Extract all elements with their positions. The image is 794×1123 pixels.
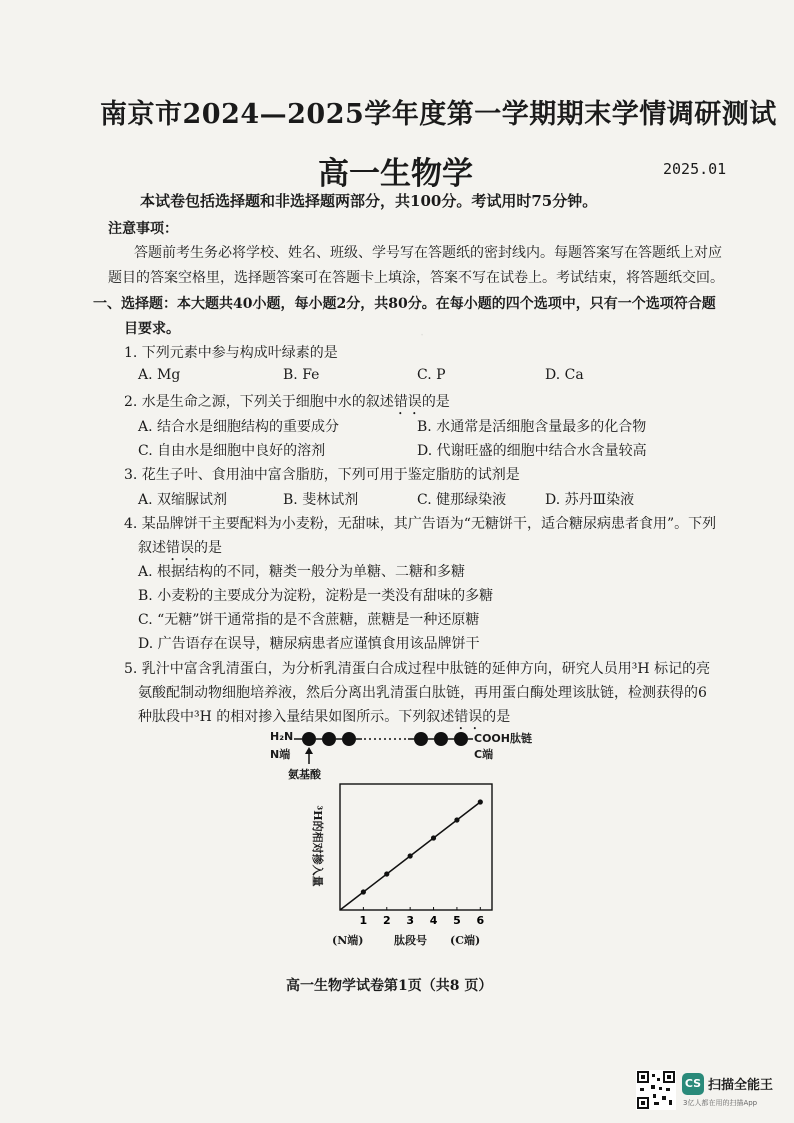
q2-option-b: B. 水通常是活细胞含量最多的化合物 [417, 419, 647, 435]
q1-option-c: C. P [417, 367, 446, 383]
q3-option-d: D. 苏丹Ⅲ染液 [545, 492, 635, 508]
amino-acid-label: 氨基酸 [288, 768, 321, 781]
q3-stem: 3. 花生子叶、食用油中富含脂肪，下列可用于鉴定脂肪的试剂是 [124, 467, 520, 483]
scanner-logo: CS [682, 1073, 704, 1095]
x-tick-label: 4 [429, 914, 438, 927]
x-tick-label: 1 [359, 914, 368, 927]
data-point [361, 889, 366, 894]
notice-text-1: 答题前考生务必将学校、姓名、班级、学号写在答题纸的密封线内。每题答案写在答题纸上对应 [134, 245, 722, 261]
q3-option-b: B. 斐林试剂 [283, 492, 359, 508]
q5-stem-2: 氨酸配制动物细胞培养液，然后分离出乳清蛋白肽链，再用蛋白酶处理该肽链，检测获得的6 [138, 685, 707, 701]
q4-stem2-post: 的是 [194, 540, 222, 556]
q1-stem: 1. 下列元素中参与构成叶绿素的是 [124, 345, 338, 361]
qr-code [636, 1070, 676, 1110]
exam-intro: 本试卷包括选择题和非选择题两部分，共100分。考试用时75分钟。 [140, 192, 598, 210]
chart-x-axis-label: 肽段号 [394, 934, 427, 947]
q2-option-a: A. 结合水是细胞结构的重要成分 [138, 419, 340, 435]
section-heading-1: 一、选择题：本大题共40小题，每小题2分，共80分。在每小题的四个选项中，只有一个选项符合题 [93, 296, 716, 312]
chart-y-axis-label: ³H的相对掺入量 [311, 805, 324, 887]
q2-option-c: C. 自由水是细胞中良好的溶剂 [138, 443, 326, 459]
q4-stem-1: 4. 某品牌饼干主要配料为小麦粉，无甜味，其广告语为“无糖饼干，适合糖尿病患者食用”。下列 [124, 516, 717, 532]
x-tick-label: 2 [382, 914, 391, 927]
data-point [478, 799, 483, 804]
q2-stem-pre: 2. 水是生命之源，下列关于细胞中水的叙述 [124, 394, 394, 410]
bleed-through: · [420, 328, 425, 343]
q4-stem-2 [138, 537, 222, 564]
q1-option-a: A. Mg [138, 367, 181, 383]
q4-option-c: C. “无糖”饼干通常指的是不含蔗糖，蔗糖是一种还原糖 [138, 612, 480, 628]
q5-stem-1: 5. 乳汁中富含乳清蛋白，为分析乳清蛋白合成过程中肽链的延伸方向，研究人员用³H 标记的亮 [124, 661, 711, 677]
amino-acid-bead [322, 732, 336, 746]
q4-option-a: A. 根据结构的不同，糖类一般分为单糖、二糖和多糖 [138, 564, 466, 580]
amino-acid-bead [414, 732, 428, 746]
chart-svg [312, 780, 502, 950]
q5-stem3-pre: 种肽段中³H 的相对掺入量结果如图所示。下列叙述 [138, 709, 455, 725]
notice-heading: 注意事项： [108, 221, 178, 237]
q3-option-c: C. 健那绿染液 [417, 492, 507, 508]
x-tick-label: 5 [453, 914, 461, 927]
q5-stem3-emphasis: 错误 [454, 709, 483, 725]
data-point [431, 835, 436, 840]
scanner-tagline: 3亿人都在用的扫描App [683, 1099, 758, 1107]
amino-acid-bead [342, 732, 356, 746]
q4-option-b: B. 小麦粉的主要成分为淀粉，淀粉是一类没有甜味的多糖 [138, 588, 494, 604]
notice-text-2: 题目的答案空格里，选择题答案可在答题卡上填涂，答案不写在试卷上。考试结束，将答题纸交回。 [108, 270, 724, 286]
q3-option-a: A. 双缩脲试剂 [138, 492, 228, 508]
data-point [454, 817, 459, 822]
c-end-label: C端 [474, 748, 494, 761]
n-group-label: H₂N [270, 730, 294, 743]
q4-stem2-emphasis: 错误 [166, 540, 194, 556]
x-tick-label: 6 [476, 914, 485, 927]
subject-title: 高一生物学 [318, 156, 473, 192]
chart-x-left-label: (N端) [332, 934, 364, 947]
amino-acid-arrowhead [305, 747, 313, 754]
amino-acid-bead [454, 732, 468, 746]
q5-stem-3 [138, 706, 510, 733]
chart-x-right-label: (C端) [450, 934, 481, 947]
incorporation-chart [312, 780, 502, 950]
q5-stem3-post: 的是 [482, 709, 511, 725]
data-point [384, 871, 389, 876]
page-footer: 高一生物学试卷第1页（共8 页） [286, 978, 493, 994]
q1-option-b: B. Fe [283, 367, 320, 383]
exam-title: 南京市2024—2025学年度第一学期期末学情调研测试 [100, 99, 777, 130]
amino-acid-bead [434, 732, 448, 746]
n-end-label: N端 [270, 748, 291, 761]
q4-option-d: D. 广告语存在误导，糖尿病患者应谨慎食用该品牌饼干 [138, 636, 480, 652]
q2-option-d: D. 代谢旺盛的细胞中结合水含量较高 [417, 443, 647, 459]
section-heading-2: 目要求。 [124, 321, 180, 337]
q2-stem [124, 391, 450, 418]
amino-acid-bead [302, 732, 316, 746]
c-group-label: COOH肽链 [474, 732, 532, 745]
data-point [408, 853, 413, 858]
peptide-diagram [266, 730, 556, 780]
x-tick-label: 3 [406, 914, 414, 927]
q1-option-d: D. Ca [545, 367, 584, 383]
exam-date: 2025.01 [663, 160, 727, 178]
q2-stem-post: 的是 [421, 394, 450, 410]
q2-stem-emphasis: 错误 [393, 394, 422, 410]
scanner-app-name: 扫描全能王 [708, 1078, 774, 1093]
q4-stem2-pre: 叙述 [138, 540, 166, 556]
